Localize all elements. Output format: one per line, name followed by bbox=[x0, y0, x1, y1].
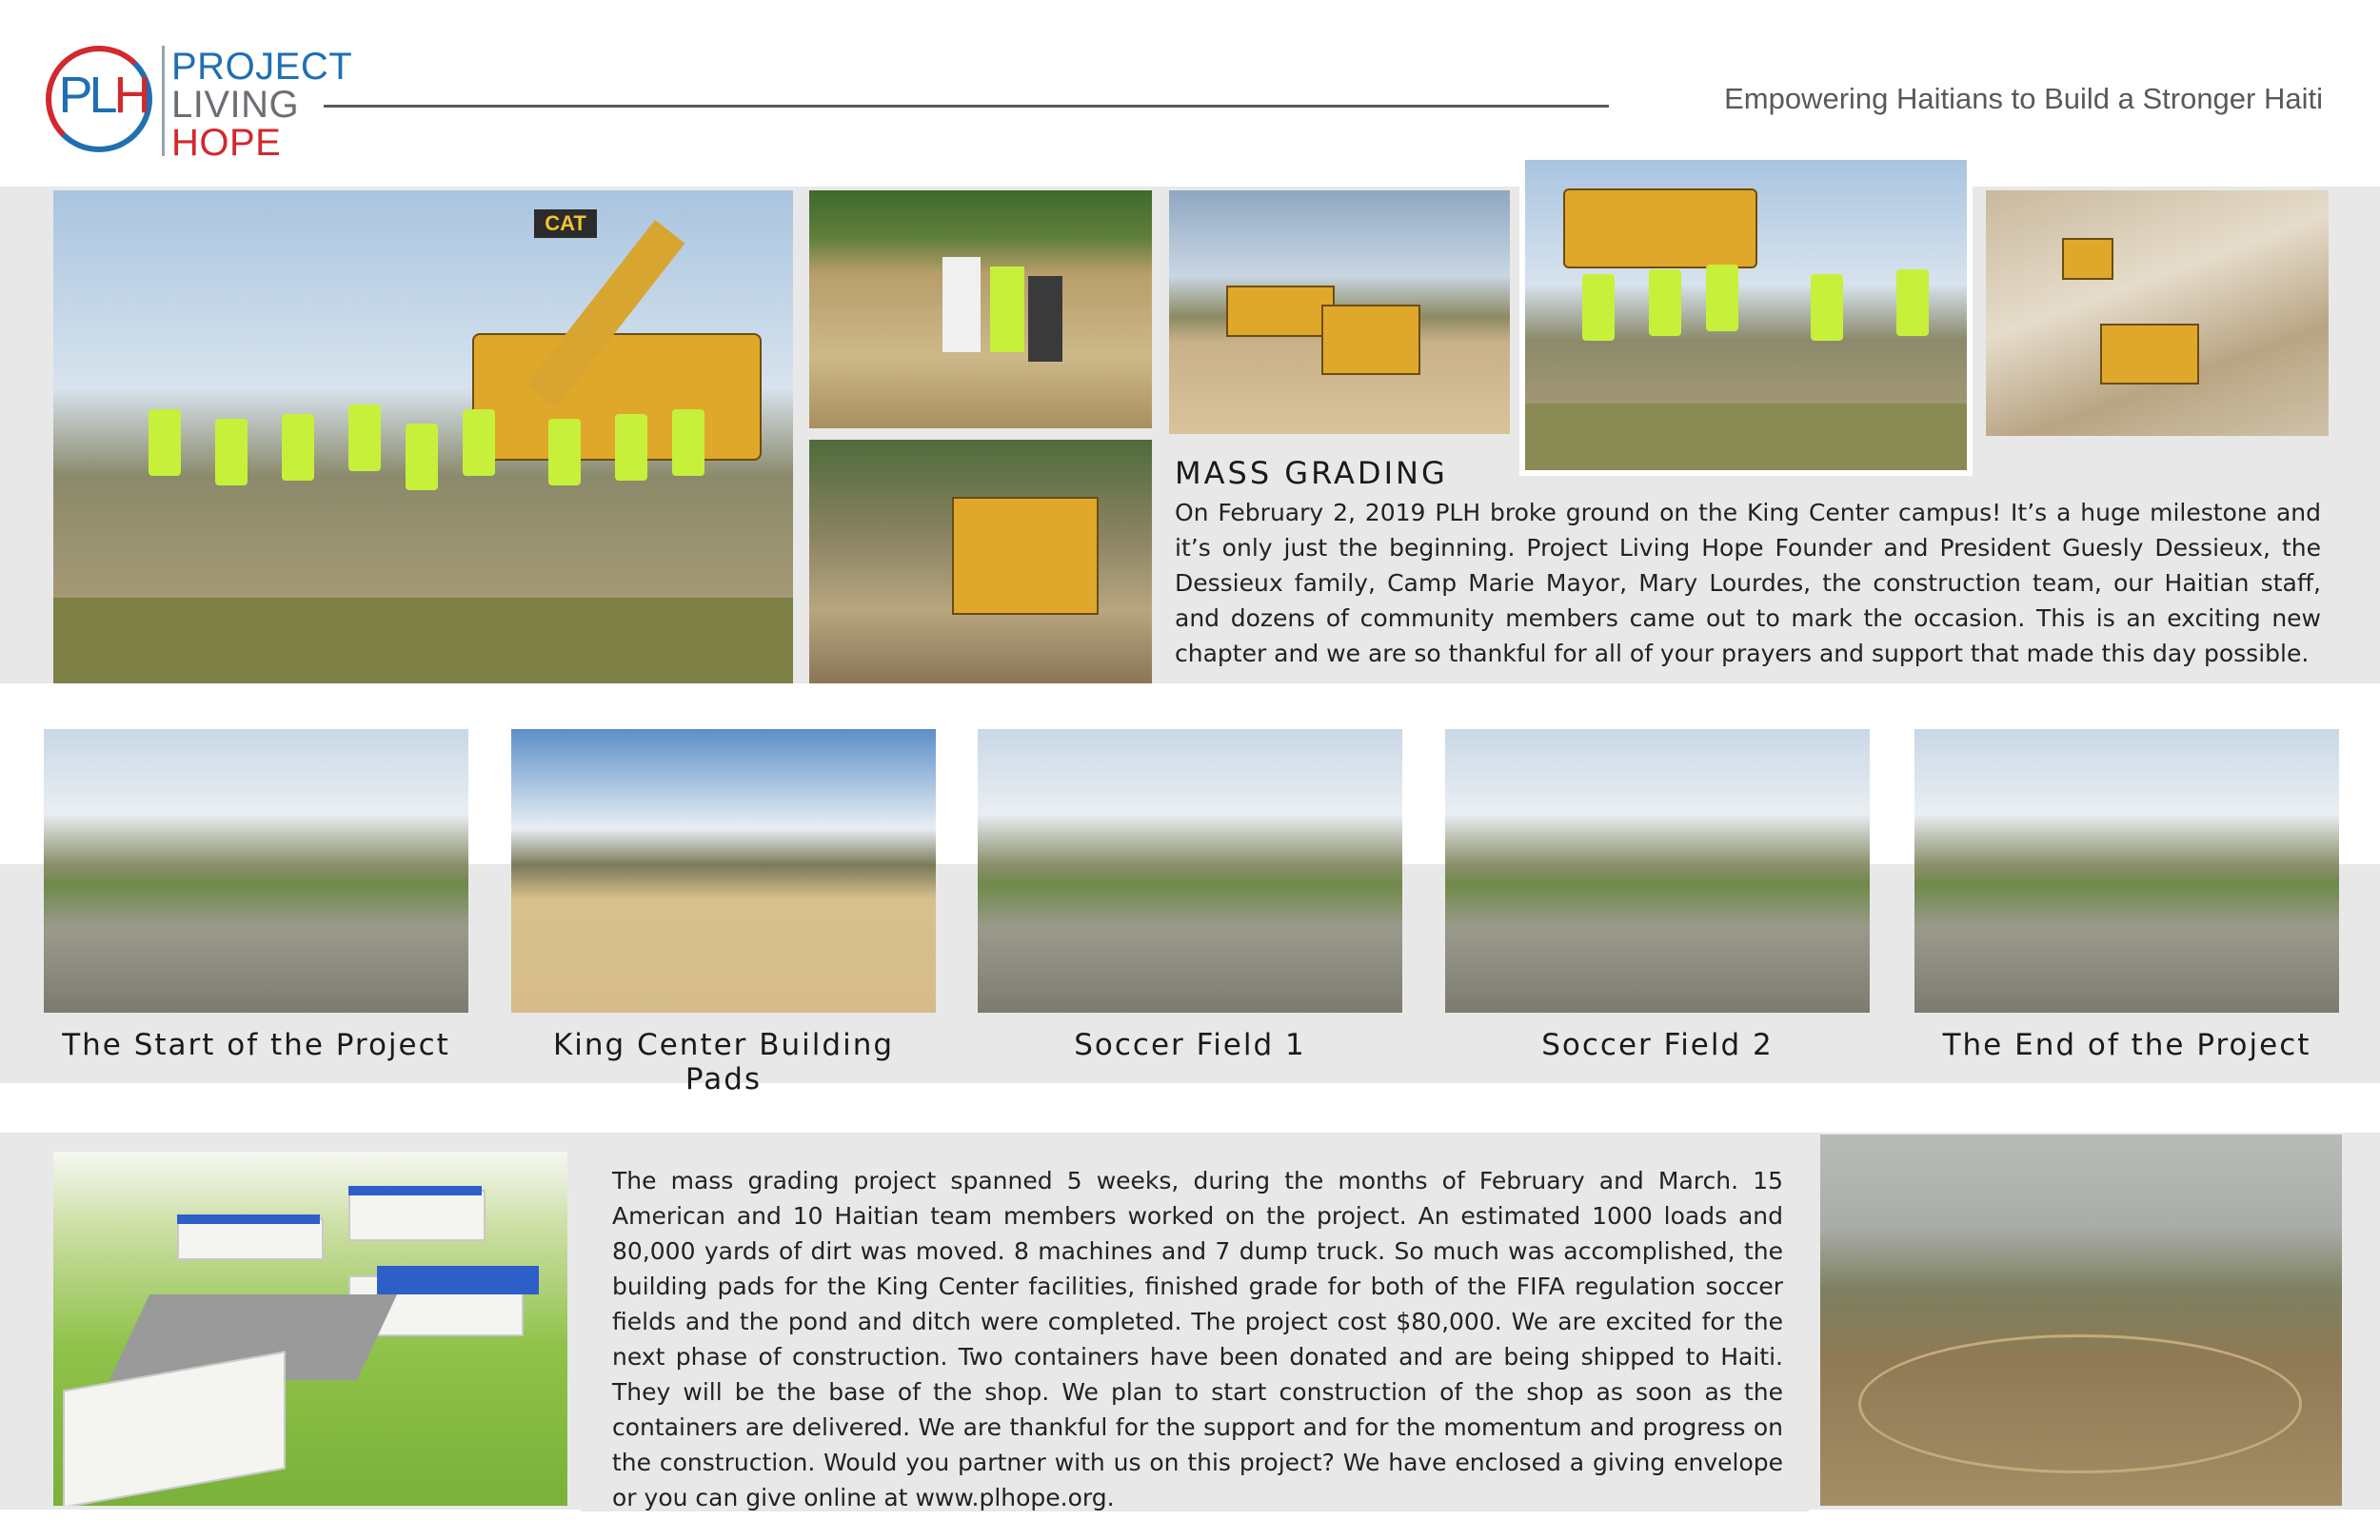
team-group-photo bbox=[53, 190, 793, 683]
campus-rendering bbox=[53, 1152, 567, 1506]
excavator-dust-photo bbox=[809, 440, 1152, 683]
mass-grading-title: MASS GRADING bbox=[1175, 455, 1448, 491]
soccer-field-1-photo bbox=[978, 729, 1402, 1013]
caption-building-pads: King Center Building Pads bbox=[552, 1028, 895, 1096]
caption-start-of-project: The Start of the Project bbox=[62, 1028, 450, 1062]
caption-soccer-field-1: Soccer Field 1 bbox=[1074, 1028, 1306, 1062]
tagline: Empowering Haitians to Build a Stronger Haiti bbox=[1724, 82, 2323, 115]
dump-truck-photo bbox=[1169, 190, 1510, 434]
end-of-project-photo bbox=[1914, 729, 2339, 1013]
machine-brand-label: CAT bbox=[534, 209, 597, 238]
summary-body: The mass grading project spanned 5 weeks, during the months of February and March. 15 American and 10 Haitian team members worked on the project. An estimated 1000 loads and 80,000 yards of dirt was moved. 8 machines and 7 dump truck. So much was accomplished, the building pads for the King Center facilities, finished grade for both of the FIFA regulation soccer fields and the pond and ditch were completed. The project cost $80,000. We are excited for the next phase of construction. Two containers have been donated and are being shipped to Haiti. They will be the base of the shop. We plan to start construction of the shop as soon as the containers are delivered. We are thankful for the support and for the momentum and progress on the construction. Would you partner with us on this project? We have enclosed a giving envelope or you can give online at www.plhope.org. bbox=[612, 1167, 1783, 1511]
soccer-field-2-photo bbox=[1445, 729, 1870, 1013]
prayer-circle-photo bbox=[1519, 154, 1973, 476]
survey-field-photo bbox=[809, 190, 1152, 428]
building-pads-photo bbox=[511, 729, 936, 1013]
logo-divider bbox=[162, 46, 165, 156]
logo-word-living: LIVING bbox=[171, 84, 300, 126]
logo-monogram: PLH bbox=[58, 67, 148, 124]
caption-end-of-project: The End of the Project bbox=[1942, 1028, 2311, 1062]
project-living-hope-logo bbox=[42, 42, 366, 166]
header-rule bbox=[324, 105, 1609, 108]
bulldozer-quarry-photo bbox=[1986, 190, 2329, 436]
caption-soccer-field-2: Soccer Field 2 bbox=[1541, 1028, 1774, 1062]
aerial-grading-photo bbox=[1820, 1135, 2342, 1506]
logo-word-hope: HOPE bbox=[171, 122, 282, 164]
logo-word-project: PROJECT bbox=[171, 46, 353, 88]
start-of-project-photo bbox=[44, 729, 468, 1013]
mass-grading-body: On February 2, 2019 PLH broke ground on the King Center campus! It’s a huge milestone and it’s only just the beginning. Project Living Hope Founder and President Guesly Dessieux, the Dessieux family, Camp Marie Mayor, Mary Lourdes, the construction team, our Haitian staff, and dozens of community members came out to mark the occasion. This is an exciting new chapter and we are so thankful for all of your prayers and support that made this day possible. bbox=[1175, 499, 2321, 667]
